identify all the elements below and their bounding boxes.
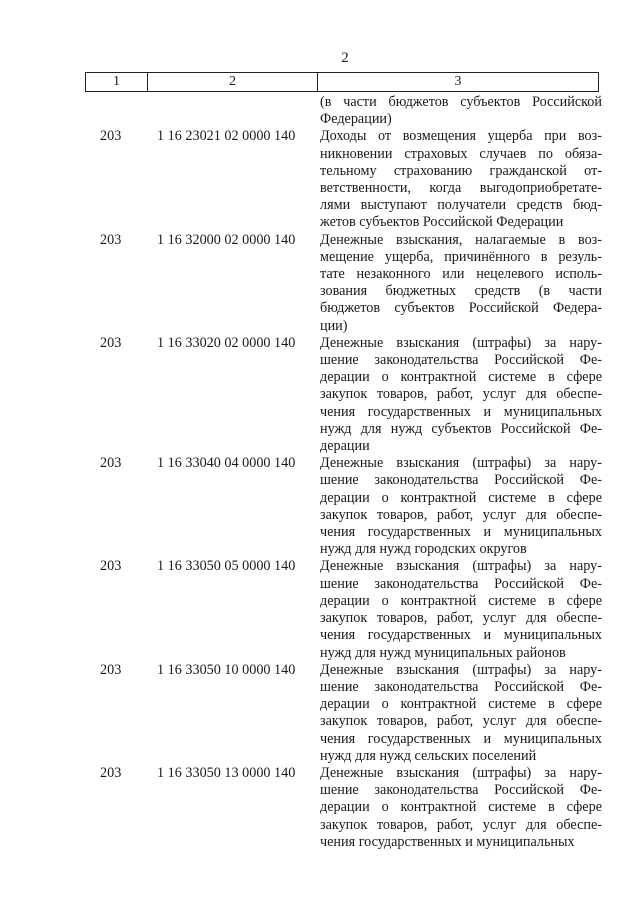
description-line: шение законодательства Российской Фе- bbox=[320, 678, 602, 695]
description-line: чения государственных и муниципальных bbox=[320, 833, 575, 850]
budget-code-cell: 1 16 23021 02 0000 140 bbox=[157, 128, 296, 145]
table-row bbox=[0, 765, 640, 851]
description-cell bbox=[320, 335, 602, 455]
description-line: Денежные взыскания (штрафы) за нару- bbox=[320, 334, 602, 351]
description-line: закупок товаров, работ, услуг для обеспе- bbox=[320, 386, 602, 403]
admin-code-cell: 203 bbox=[100, 455, 122, 472]
table-row bbox=[0, 455, 640, 558]
description-cell bbox=[320, 455, 602, 558]
description-line: закупок товаров, работ, услуг для обеспе- bbox=[320, 610, 602, 627]
admin-code-cell: 203 bbox=[100, 334, 122, 351]
description-line: дерации о контрактной системе в сфере bbox=[320, 696, 602, 713]
description-line: лями выступают получатели средств бюд- bbox=[320, 197, 602, 214]
table-row bbox=[0, 94, 640, 128]
table-row bbox=[0, 662, 640, 765]
description-line: закупок товаров, работ, услуг для обеспе- bbox=[320, 713, 602, 730]
description-line: дерации bbox=[320, 438, 370, 455]
description-line: дерации о контрактной системе в сфере bbox=[320, 592, 602, 609]
description-line: чения государственных и муниципальных bbox=[320, 524, 602, 541]
description-line: Денежные взыскания (штрафы) за нару- bbox=[320, 764, 602, 781]
description-line: чения государственных и муниципальных bbox=[320, 403, 602, 420]
description-line: Денежные взыскания (штрафы) за нару- bbox=[320, 558, 602, 575]
description-line: нужд для нужд сельских поселений bbox=[320, 747, 537, 764]
description-line: дерации о контрактной системе в сфере bbox=[320, 799, 602, 816]
description-line: закупок товаров, работ, услуг для обеспе- bbox=[320, 816, 602, 833]
table-body bbox=[0, 94, 640, 851]
table-row bbox=[0, 128, 640, 231]
description-line: нужд для нужд городских округов bbox=[320, 541, 527, 558]
description-line: шение законодательства Российской Фе- bbox=[320, 575, 602, 592]
description-line: шение законодательства Российской Фе- bbox=[320, 782, 602, 799]
admin-code-cell: 203 bbox=[100, 231, 122, 248]
description-line: Денежные взыскания (штрафы) за нару- bbox=[320, 455, 602, 472]
description-line: шение законодательства Российской Фе- bbox=[320, 472, 602, 489]
header-col-3: 3 bbox=[317, 73, 599, 91]
table-row bbox=[0, 232, 640, 335]
table-row bbox=[0, 558, 640, 661]
description-line: дерации о контрактной системе в сфере bbox=[320, 369, 602, 386]
budget-code-cell: 1 16 33050 10 0000 140 bbox=[157, 661, 296, 678]
description-line: Денежные взыскания, налагаемые в воз- bbox=[320, 231, 602, 248]
admin-code-cell bbox=[0, 94, 105, 128]
admin-code-cell: 203 bbox=[100, 128, 122, 145]
description-line: ции) bbox=[320, 317, 348, 334]
description-line: бюджетов субъектов Российской Федера- bbox=[320, 300, 602, 317]
description-cell bbox=[320, 94, 602, 128]
description-cell bbox=[320, 558, 602, 661]
description-cell bbox=[320, 765, 602, 851]
budget-code-cell: 1 16 33040 04 0000 140 bbox=[157, 455, 296, 472]
page-number: 2 bbox=[341, 50, 349, 66]
admin-code-cell: 203 bbox=[100, 764, 122, 781]
budget-code-cell: 1 16 33050 13 0000 140 bbox=[157, 764, 296, 781]
table-row bbox=[0, 335, 640, 455]
description-line: закупок товаров, работ, услуг для обеспе- bbox=[320, 506, 602, 523]
description-line: тельному страхованию гражданской от- bbox=[320, 162, 602, 179]
budget-code-cell: 1 16 33050 05 0000 140 bbox=[157, 558, 296, 575]
description-line: дерации о контрактной системе в сфере bbox=[320, 489, 602, 506]
header-col-1: 1 bbox=[85, 73, 147, 91]
description-line: нужд для нужд муниципальных районов bbox=[320, 644, 566, 661]
description-line: зования бюджетных средств (в части bbox=[320, 283, 602, 300]
description-cell bbox=[320, 662, 602, 765]
description-line: чения государственных и муниципальных bbox=[320, 730, 602, 747]
budget-code-cell: 1 16 32000 02 0000 140 bbox=[157, 231, 296, 248]
header-col-2: 2 bbox=[147, 73, 317, 91]
description-line: мещение ущерба, причинённого в резуль- bbox=[320, 248, 602, 265]
description-line: (в части бюджетов субъектов Российской bbox=[320, 94, 602, 110]
description-line: никновении страховых случаев по обяза- bbox=[320, 145, 602, 162]
description-line: чения государственных и муниципальных bbox=[320, 627, 602, 644]
description-line: шение законодательства Российской Фе- bbox=[320, 352, 602, 369]
budget-code-cell: 1 16 33020 02 0000 140 bbox=[157, 334, 296, 351]
table-header bbox=[85, 72, 599, 92]
description-line: ветственности, когда выгодоприобретате- bbox=[320, 180, 602, 197]
budget-code-cell bbox=[105, 94, 320, 128]
description-cell bbox=[320, 128, 602, 231]
description-line: Денежные взыскания (штрафы) за нару- bbox=[320, 661, 602, 678]
description-cell bbox=[320, 232, 602, 335]
description-line: нужд для нужд субъектов Российской Фе- bbox=[320, 420, 602, 437]
description-line: Федерации) bbox=[320, 111, 392, 128]
description-line: жетов субъектов Российской Федерации bbox=[320, 214, 564, 231]
description-line: тате незаконного или нецелевого исполь- bbox=[320, 266, 602, 283]
admin-code-cell: 203 bbox=[100, 558, 122, 575]
description-line: Доходы от возмещения ущерба при воз- bbox=[320, 128, 602, 145]
admin-code-cell: 203 bbox=[100, 661, 122, 678]
